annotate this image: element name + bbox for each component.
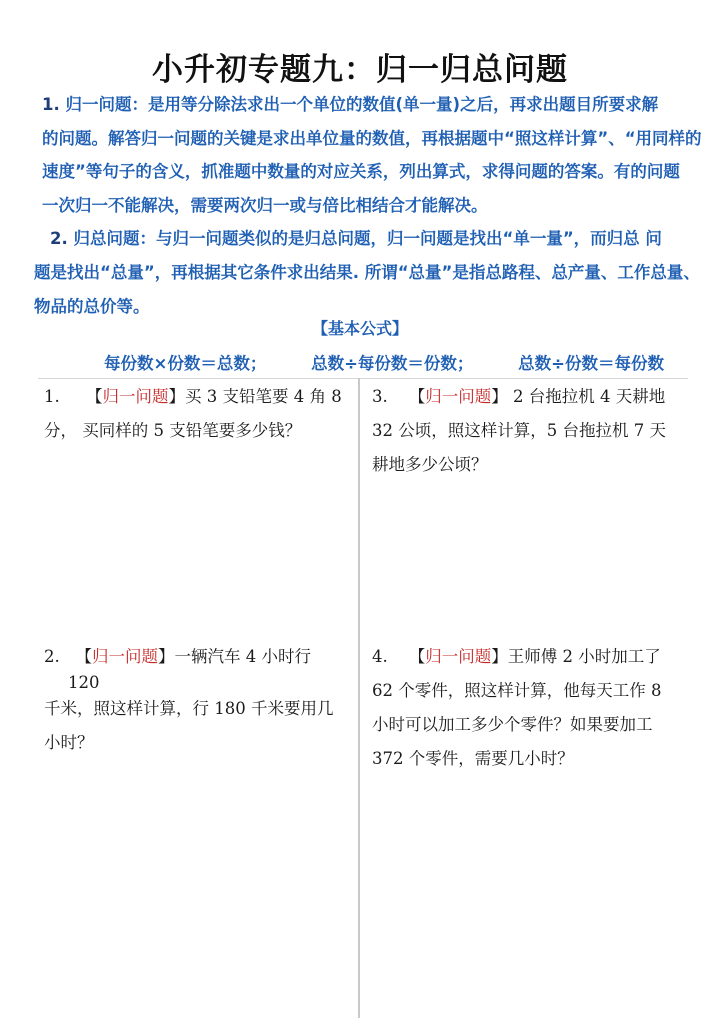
question-number: 1. [44, 387, 60, 406]
intro-p2-line-3: 物品的总价等。 [34, 296, 150, 316]
question-tag: 归一问题 [102, 387, 169, 406]
question-tag: 归一问题 [425, 647, 492, 666]
intro-p2-line-1: 归总问题：与归一问题类似的是归总问题，归一问题是找出“单一量”，而归总 问 [67, 229, 662, 249]
tag-close-bracket: 】 [491, 647, 508, 666]
formula-heading: 【基本公式】 [311, 319, 408, 338]
tag-close-bracket: 】 [491, 387, 508, 406]
intro-section [34, 88, 702, 323]
question-number: 3. [372, 387, 388, 406]
question-text-line-4: 372 个零件，需要几小时？ [372, 749, 574, 768]
tag-open-bracket: 【 [85, 387, 103, 406]
question-text-line-1: 买 3 支铅笔要 4 角 8 [184, 387, 342, 406]
intro-paragraph-1 [42, 88, 702, 222]
question-4 [372, 640, 682, 776]
question-text-line-2: 分， 买同样的 5 支铅笔要多少钱？ [44, 421, 302, 440]
question-text-line-1: 2 台拖拉机 4 天耕地 [507, 387, 666, 406]
page-title: 小升初专题九：归一归总问题 [152, 52, 568, 88]
question-1 [44, 380, 344, 448]
tag-close-bracket: 】 [158, 647, 175, 666]
intro-p1-line-4: 一次归一不能解决，需要两次归一或与倍比相结合才能解决。 [42, 195, 488, 215]
vertical-divider [358, 378, 360, 1018]
question-text-line-2: 千米，照这样计算，行 180 千米要用几 [44, 699, 334, 718]
question-text-line-1b: 120 [68, 673, 100, 692]
intro-paragraph-2 [34, 222, 700, 323]
formula-1: 每份数×份数＝总数； [104, 354, 267, 373]
intro-number-2: 2. [50, 229, 68, 249]
question-number: 2. [44, 647, 60, 666]
question-text-line-1: 一辆汽车 4 小时行 [174, 647, 311, 666]
intro-p1-line-1: 归一问题：是用等分除法求出一个单位的数值(单一量)之后，再求出题目所要求解 [59, 95, 659, 114]
formula-row [104, 350, 664, 374]
question-text-line-3: 小时？ [44, 733, 94, 752]
question-text-line-2: 32 公顷，照这样计算，5 台拖拉机 7 天 [372, 421, 666, 440]
tag-close-bracket: 】 [168, 387, 185, 406]
question-text-line-2: 62 个零件，照这样计算，他每天工作 8 [372, 681, 662, 700]
intro-p1-line-3: 速度”等句子的含义，抓准题中数量的对应关系，列出算式，求得问题的答案。有的问题 [42, 162, 680, 182]
question-number: 4. [372, 647, 388, 666]
question-3 [372, 380, 682, 482]
question-text-line-1: 王师傅 2 小时加工了 [507, 647, 661, 666]
question-2 [44, 640, 344, 760]
formula-2: 总数÷每份数＝份数； [311, 354, 474, 373]
tag-open-bracket: 【 [408, 647, 426, 666]
horizontal-divider [38, 378, 688, 379]
tag-open-bracket: 【 [408, 387, 426, 406]
tag-open-bracket: 【 [75, 647, 92, 666]
intro-p2-line-2: 题是找出“总量”，再根据其它条件求出结果. 所谓“总量”是指总路程、总产量、工作总量、 [34, 262, 700, 282]
intro-p1-line-2: 的问题。解答归一问题的关键是求出单位量的数值，再根据题中“照这样计算”、“用同样的 [42, 128, 702, 148]
question-text-line-3: 小时可以加工多少个零件？如果要加工 [372, 715, 653, 734]
question-text-line-3: 耕地多少公顷？ [372, 455, 488, 474]
formula-3: 总数÷份数＝每份数 [518, 354, 664, 373]
intro-number-1: 1. [42, 95, 60, 114]
question-tag: 归一问题 [425, 387, 492, 406]
question-tag: 归一问题 [92, 647, 158, 666]
